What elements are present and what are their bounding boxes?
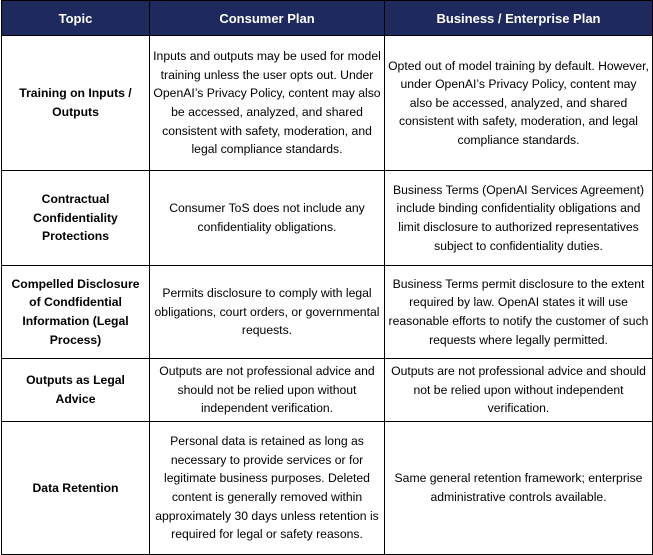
header-consumer-plan: Consumer Plan: [150, 1, 385, 36]
consumer-cell: Inputs and outputs may be used for model training unless the user opts out. Under OpenAI’s Privacy Policy, content may also be accessed, analyzed, and shared consistent with safety, moderation, and legal compliance standards.: [150, 36, 385, 171]
header-topic: Topic: [2, 1, 150, 36]
business-cell: Business Terms (OpenAI Services Agreement) include binding confidentiality obligations and limit disclosure to authorized representatives subject to confidentiality duties.: [385, 171, 653, 266]
table-row: [2, 266, 653, 359]
consumer-cell: Outputs are not professional advice and should not be relied upon without independent verification.: [150, 359, 385, 422]
topic-cell: Data Retention: [2, 422, 150, 555]
consumer-cell: Personal data is retained as long as necessary to provide services or for legitimate business purposes. Deleted content is generally removed within approximately 30 days unless retention is required for legal or safety reasons.: [150, 422, 385, 555]
business-cell: Same general retention framework; enterprise administrative controls available.: [385, 422, 653, 555]
table-row: [2, 36, 653, 171]
table-row: [2, 422, 653, 555]
header-row: [2, 1, 653, 36]
business-cell: Opted out of model training by default. However, under OpenAI’s Privacy Policy, content may also be accessed, analyzed, and shared consistent with safety, moderation, and legal compliance standards.: [385, 36, 653, 171]
business-cell: Outputs are not professional advice and should not be relied upon without independent verification.: [385, 359, 653, 422]
topic-cell: Outputs as Legal Advice: [2, 359, 150, 422]
topic-cell: Training on Inputs / Outputs: [2, 36, 150, 171]
topic-cell: Compelled Disclosure of Condfidential Information (Legal Process): [2, 266, 150, 359]
table-row: [2, 171, 653, 266]
consumer-cell: Consumer ToS does not include any confidentiality obligations.: [150, 171, 385, 266]
business-cell: Business Terms permit disclosure to the extent required by law. OpenAI states it will use reasonable efforts to notify the customer of such requests where legally permitted.: [385, 266, 653, 359]
table-row: [2, 359, 653, 422]
consumer-cell: Permits disclosure to comply with legal obligations, court orders, or governmental requests.: [150, 266, 385, 359]
comparison-table: [1, 0, 653, 555]
topic-cell: Contractual Confidentiality Protections: [2, 171, 150, 266]
header-business-plan: Business / Enterprise Plan: [385, 1, 653, 36]
